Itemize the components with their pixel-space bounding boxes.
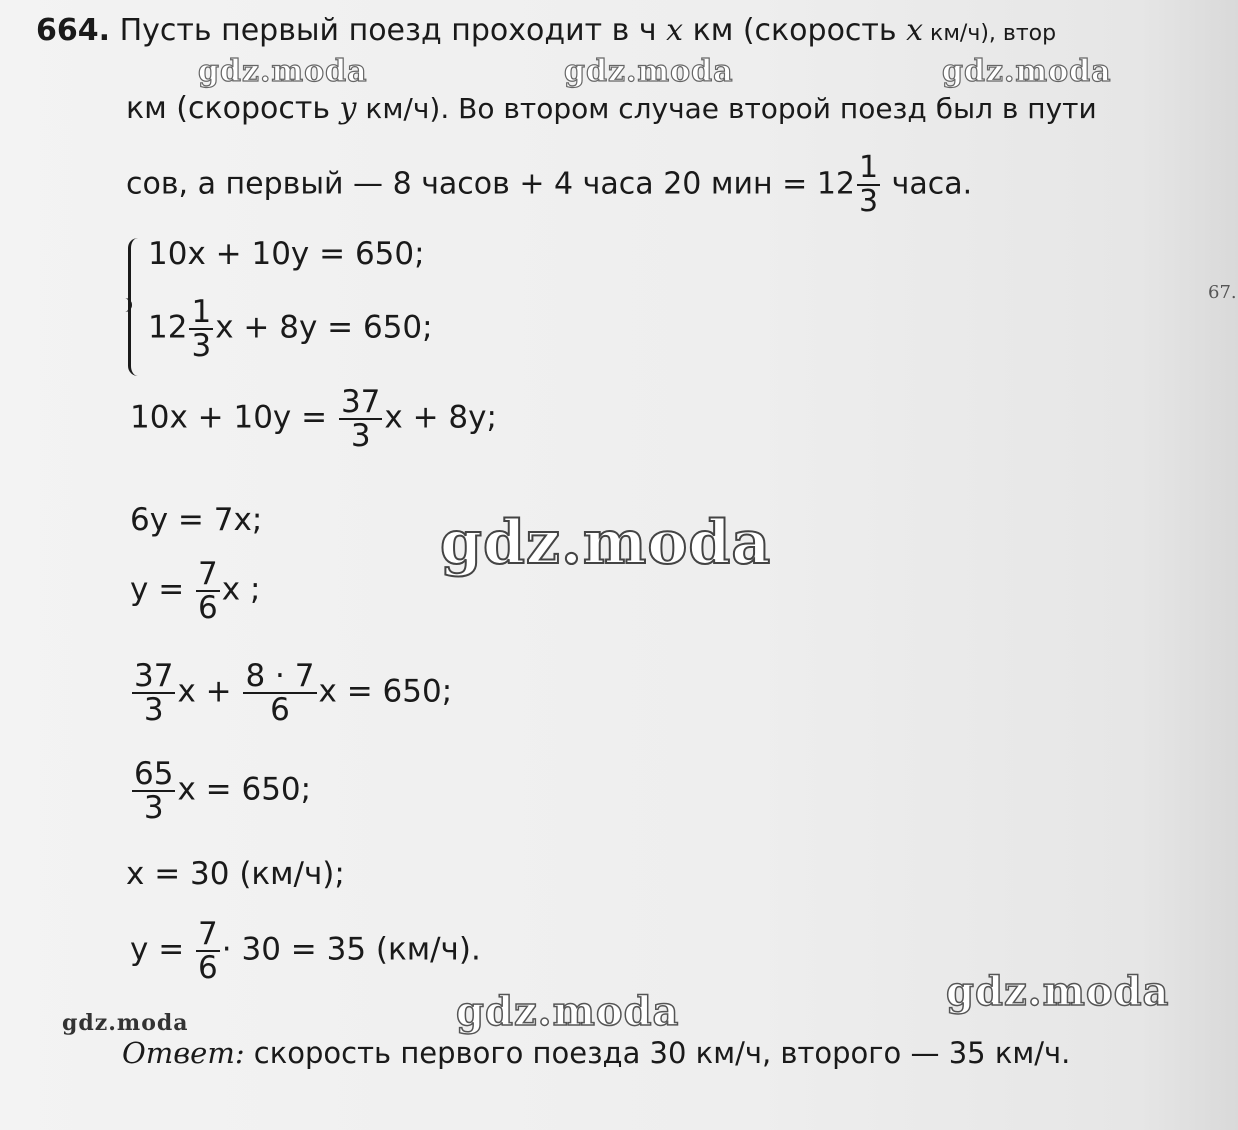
watermark-large: gdz.moda <box>440 508 772 578</box>
fraction-one-third: $\frac{1}{3}$ <box>859 150 879 219</box>
step-3: y = $\frac{7}{6}$ x ; <box>130 556 261 626</box>
watermark: gdz.moda <box>564 54 734 89</box>
system-eq-2: 12 $\frac{1}{3}$ x + 8y = 650; <box>148 294 433 364</box>
watermark: gdz.moda <box>942 54 1112 89</box>
edge-page-number: 67. <box>1208 282 1237 303</box>
watermark-small: gdz.moda <box>62 1010 189 1036</box>
watermark: gdz.moda <box>456 988 680 1035</box>
step-7: y = $\frac{7}{6}$ · 30 = 35 (км/ч). <box>130 916 481 986</box>
step-1: 10x + 10y = $\frac{37}{3}$ x + 8y; <box>130 384 497 454</box>
answer-label: Ответ: <box>122 1036 245 1070</box>
step-5: $\frac{65}{3}$ x = 650; <box>134 756 312 826</box>
system-eq-1: 10x + 10y = 650; <box>148 236 425 272</box>
answer-text: скорость первого поезда 30 км/ч, второго — 35 км/ч. <box>244 1036 1071 1070</box>
problem-line-1: 664. Пусть первый поезд проходит в ч x км (скорость x км/ч), втор <box>36 13 1057 48</box>
watermark: gdz.moda <box>946 968 1170 1015</box>
step-6: x = 30 (км/ч); <box>126 856 345 892</box>
answer-line <box>122 1036 1070 1070</box>
watermark: gdz.moda <box>198 54 368 89</box>
system-brace <box>128 238 145 376</box>
step-4: $\frac{37}{3}$ x + $\frac{8 \cdot 7}{6}$ x = 650; <box>134 658 453 728</box>
step-2: 6y = 7x; <box>130 502 263 538</box>
problem-line-2: км (скорость y км/ч). Во втором случае второй поезд был в пути <box>126 91 1097 126</box>
problem-line-3: сов, а первый — 8 часов + 4 часа 20 мин = 12 $\frac{1}{3}$ часа. <box>126 150 973 219</box>
problem-number: 664. <box>36 13 111 48</box>
